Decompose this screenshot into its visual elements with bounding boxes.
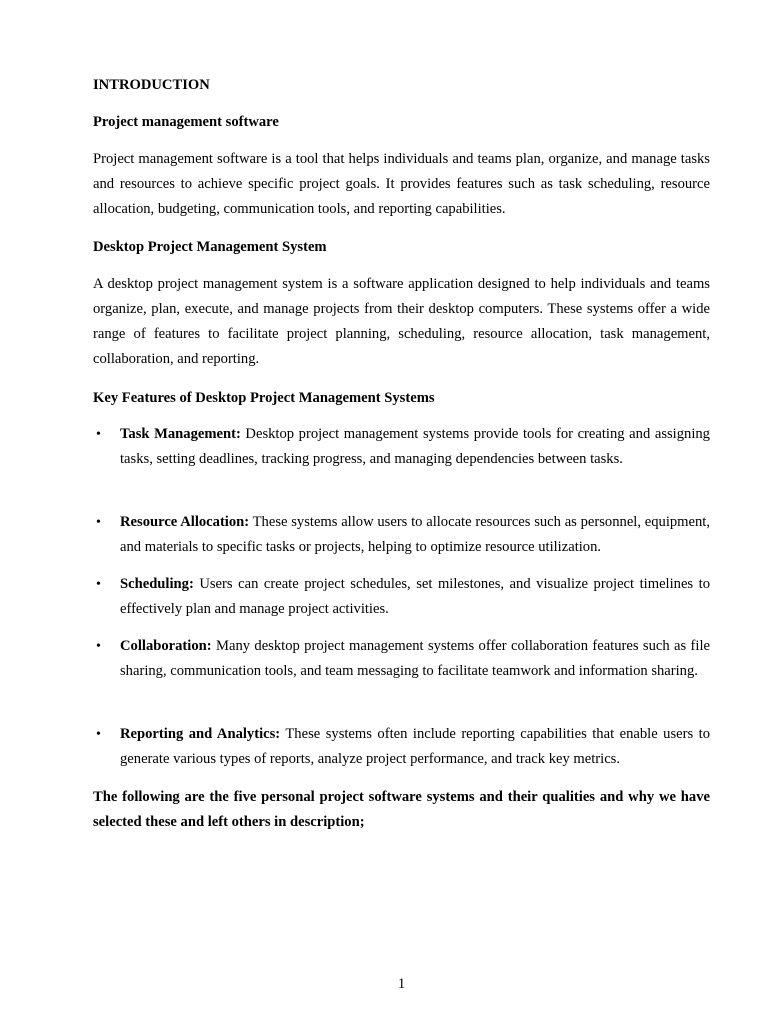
feature-description: Desktop project management systems provide tools for creating and assigning tasks, setting deadlines, tracking progress, and managing dependencies between tasks. <box>120 426 710 467</box>
desktop-pms-paragraph: A desktop project management system is a software application designed to help individuals and teams organize, plan, execute, and manage projects from their desktop computers. These systems offer a wide range of features to facilitate project planning, scheduling, resource allocation, task management, collaboration, and reporting. <box>93 276 710 367</box>
list-item-text <box>120 634 710 684</box>
bullet-icon: • <box>96 515 101 530</box>
feature-term: Reporting and Analytics: <box>120 726 281 742</box>
list-item-text <box>120 572 710 622</box>
feature-description: These systems allow users to allocate resources such as personnel, equipment, and materials to specific tasks or projects, helping to optimize resource utilization. <box>120 514 711 555</box>
closing-paragraph: The following are the five personal project software systems and their qualities and why we have selected these and left others in description; <box>93 789 710 830</box>
feature-description: These systems often include reporting capabilities that enable users to generate various types of reports, analyze project performance, and track key metrics. <box>120 726 711 767</box>
key-features-heading: Key Features of Desktop Project Management Systems <box>93 390 435 406</box>
bullet-icon: • <box>96 577 101 592</box>
feature-term: Scheduling: <box>120 576 194 592</box>
bullet-icon: • <box>96 727 101 742</box>
feature-term: Resource Allocation: <box>120 514 250 530</box>
intro-heading: INTRODUCTION <box>93 77 210 93</box>
desktop-pms-heading: Desktop Project Management System <box>93 239 327 255</box>
pm-software-paragraph: Project management software is a tool that helps individuals and teams plan, organize, and manage tasks and resources to achieve specific project goals. It provides features such as task scheduling, resource allocation, budgeting, communication tools, and reporting capabilities. <box>93 151 710 217</box>
pm-software-heading: Project management software <box>93 114 279 130</box>
feature-description: Many desktop project management systems offer collaboration features such as file sharing, communication tools, and team messaging to facilitate teamwork and information sharing. <box>120 638 710 679</box>
feature-term: Collaboration: <box>120 638 212 654</box>
feature-description: Users can create project schedules, set milestones, and visualize project timelines to effectively plan and manage project activities. <box>120 576 710 617</box>
list-item-text <box>120 722 710 772</box>
bullet-icon: • <box>96 427 101 442</box>
list-item-text <box>120 422 710 472</box>
list-item-text <box>120 510 710 560</box>
page-number: 1 <box>397 976 406 992</box>
document-page <box>93 0 710 1024</box>
feature-term: Task Management: <box>120 426 241 442</box>
bullet-icon: • <box>96 639 101 654</box>
